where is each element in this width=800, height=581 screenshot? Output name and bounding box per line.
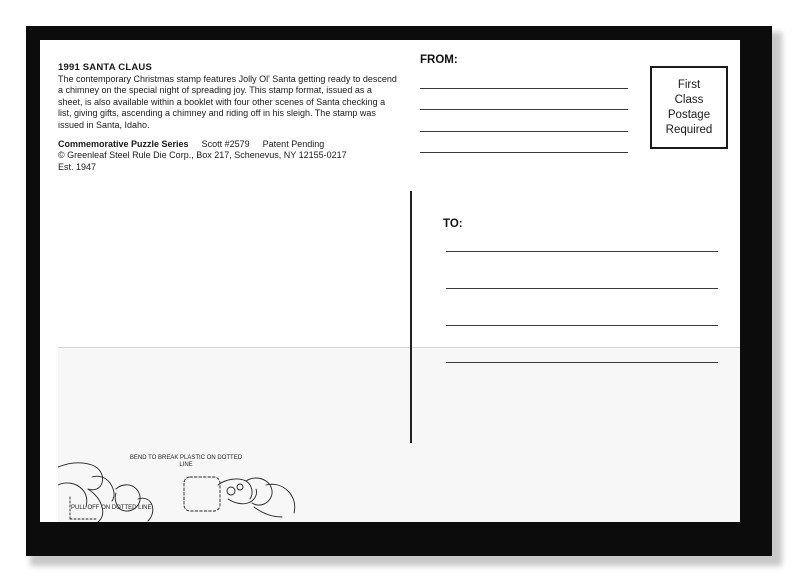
scott-number: Scott #2579	[201, 139, 250, 150]
center-divider	[410, 191, 412, 443]
from-label: FROM:	[420, 54, 458, 66]
stamp-title: 1991 SANTA CLAUS	[58, 62, 152, 73]
from-line	[420, 88, 628, 89]
from-line	[420, 152, 628, 153]
patent-text: Patent Pending	[262, 139, 325, 150]
stamp-box	[650, 66, 728, 149]
to-label: TO:	[443, 218, 463, 230]
to-line	[446, 362, 718, 363]
postcard-back	[40, 40, 740, 522]
to-line	[446, 251, 718, 252]
bend-instruction: BEND TO BREAK PLASTIC ON DOTTED LINE	[129, 455, 243, 468]
stamp-box-line: Required	[665, 123, 713, 136]
series-name: Commemorative Puzzle Series	[58, 139, 189, 150]
panel-edge	[58, 347, 740, 348]
to-line	[446, 325, 718, 326]
from-line	[420, 131, 628, 132]
stamp-box-line: First	[677, 78, 701, 91]
to-line	[446, 288, 718, 289]
stamp-info	[58, 62, 398, 173]
stamp-description: The contemporary Christmas stamp features Jolly Ol' Santa getting ready to descend a chimney on the special night of spreading joy. This stamp format, issued as a sheet, is also available within a booklet with four other scenes of Santa checking a list, giving gifts, ascending a chimney and riding off in his sleigh. The stamp was issued in Santa, Idaho.	[58, 74, 397, 130]
stamp-box-line: Postage	[667, 108, 711, 121]
series-info	[58, 139, 398, 173]
established-text: Est. 1947	[58, 161, 97, 172]
publisher-text: © Greenleaf Steel Rule Die Corp., Box 217, Schenevus, NY 12155-0217	[58, 150, 347, 161]
from-line	[420, 109, 628, 110]
pull-instruction: PULL OFF ON DOTTED LINE	[71, 505, 152, 511]
stamp-box-line: Class	[674, 93, 704, 106]
